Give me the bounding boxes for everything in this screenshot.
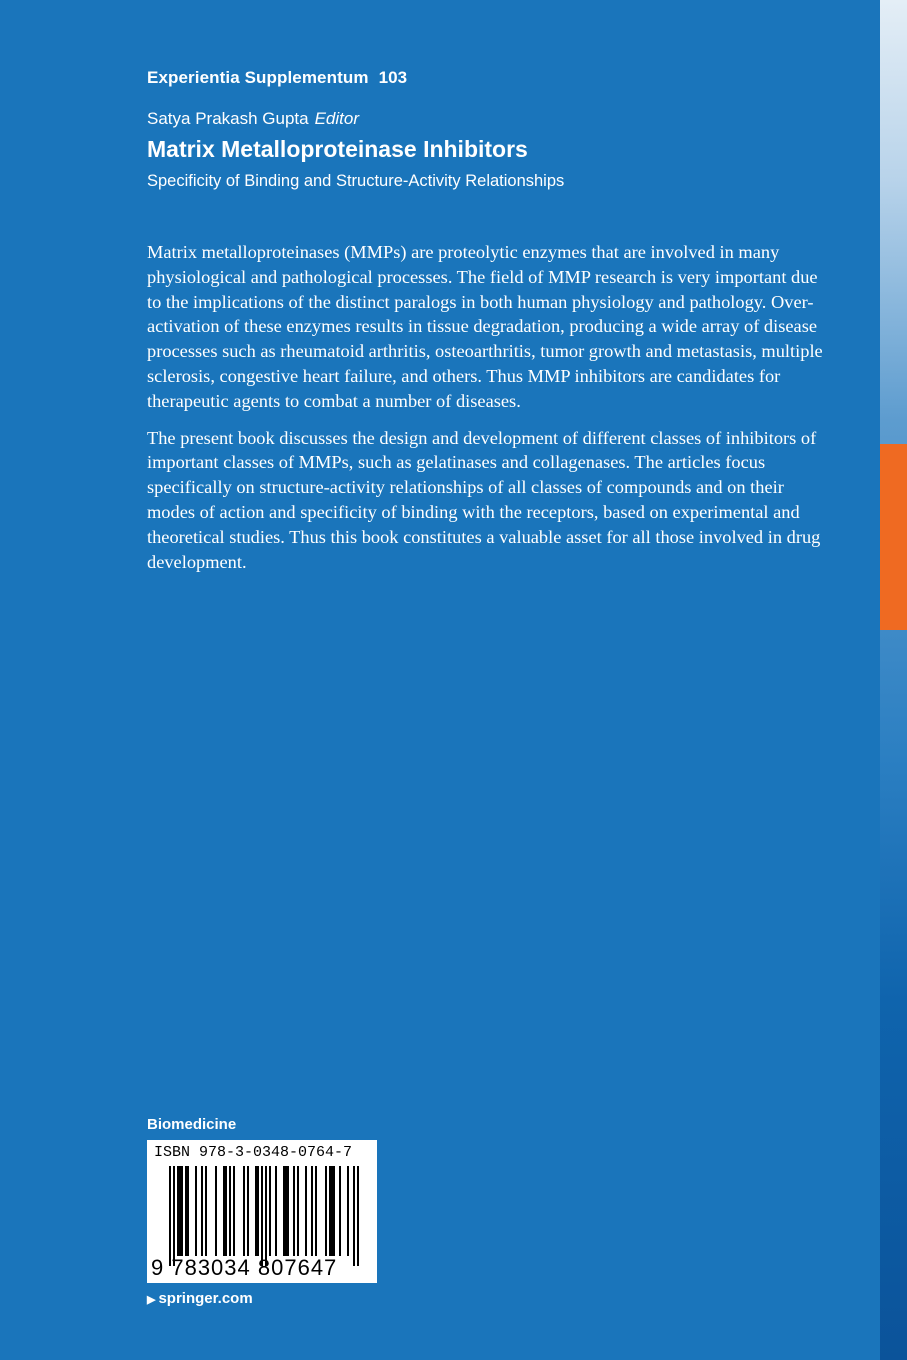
barcode-bar [339,1166,341,1256]
barcode-bar [305,1166,307,1256]
barcode-bar [333,1166,335,1256]
barcode-bar [315,1166,317,1256]
barcode-bar [261,1166,263,1266]
isbn-label: ISBN 978-3-0348-0764-7 [154,1144,353,1161]
barcode-bar [255,1166,257,1256]
barcode-bar [269,1166,271,1256]
barcode-bar [195,1166,197,1256]
ean-digits: 9 783034 807647 [151,1255,338,1280]
barcode-bar [283,1166,285,1256]
barcode-bar [357,1166,359,1266]
barcode-bar [247,1166,249,1256]
barcode-bar [177,1166,179,1256]
barcode-bar [293,1166,295,1256]
triangle-right-icon: ▶ [147,1294,156,1306]
barcode-bar [353,1166,355,1266]
subject-category: Biomedicine [147,1116,237,1133]
barcode-bar [347,1166,349,1256]
spine-edge [880,0,907,1360]
barcode-bar [181,1166,183,1256]
series-name: Experientia Supplementum [147,68,369,87]
barcode-bar [187,1166,189,1256]
book-title: Matrix Metalloproteinase Inhibitors [147,136,528,162]
blurb-paragraph: The present book discusses the design and development of different classes of inhibitors of important classes of MMPs, such as gelatinases and collagenases. The articles focus specifically on structure-activity relationships of all classes of compounds and on their modes of action and specificity of binding with the receptors, based on experimental and theoretical studies. Thus this book constitutes a valuable asset for all those involved in drug development. [147,427,821,572]
barcode-bar [233,1166,235,1256]
barcode-bar [223,1166,225,1256]
barcode-bar [229,1166,231,1256]
barcode-bar [243,1166,245,1256]
barcode-bar [173,1166,175,1266]
barcode-bar [287,1166,289,1256]
editor-role: Editor [314,109,360,128]
series-line [147,68,407,88]
barcode-bar [215,1166,217,1256]
publisher-url: springer.com [158,1290,253,1307]
book-subtitle: Specificity of Binding and Structure-Activity Relationships [147,172,565,190]
publisher-link[interactable] [147,1290,253,1307]
barcode-bar [205,1166,207,1256]
editor-line [147,109,359,129]
barcode-bar [285,1166,287,1256]
barcode-bar [297,1166,299,1256]
barcode [147,1140,377,1283]
editor-name: Satya Prakash Gupta [147,109,309,128]
barcode-bar [201,1166,203,1256]
barcode-bar [329,1166,331,1256]
barcode-bar [265,1166,267,1266]
barcode-bar [179,1166,181,1256]
blurb [147,240,827,586]
spine-accent-stripe [880,444,907,630]
barcode-bar [257,1166,259,1256]
series-volume: 103 [378,68,408,87]
barcode-bar [325,1166,327,1256]
blurb-paragraph: Matrix metalloproteinases (MMPs) are proteolytic enzymes that are involved in many physiological and pathological processes. The field of MMP research is very important due to the implications of the distinct paralogs in both human physiology and pathology. Over-activation of these enzymes results in tissue degradation, producing a wide array of disease processes such as rheumatoid arthritis, osteoarthritis, tumor growth and metastasis, multiple sclerosis, congestive heart failure, and others. Thus MMP inhibitors are candidates for therapeutic agents to combat a number of diseases. [147,242,823,411]
barcode-bar [311,1166,313,1256]
barcode-bar [275,1166,277,1256]
barcode-bar [169,1166,171,1266]
barcode-bar [185,1166,187,1256]
barcode-bar [225,1166,227,1256]
barcode-bar [331,1166,333,1256]
